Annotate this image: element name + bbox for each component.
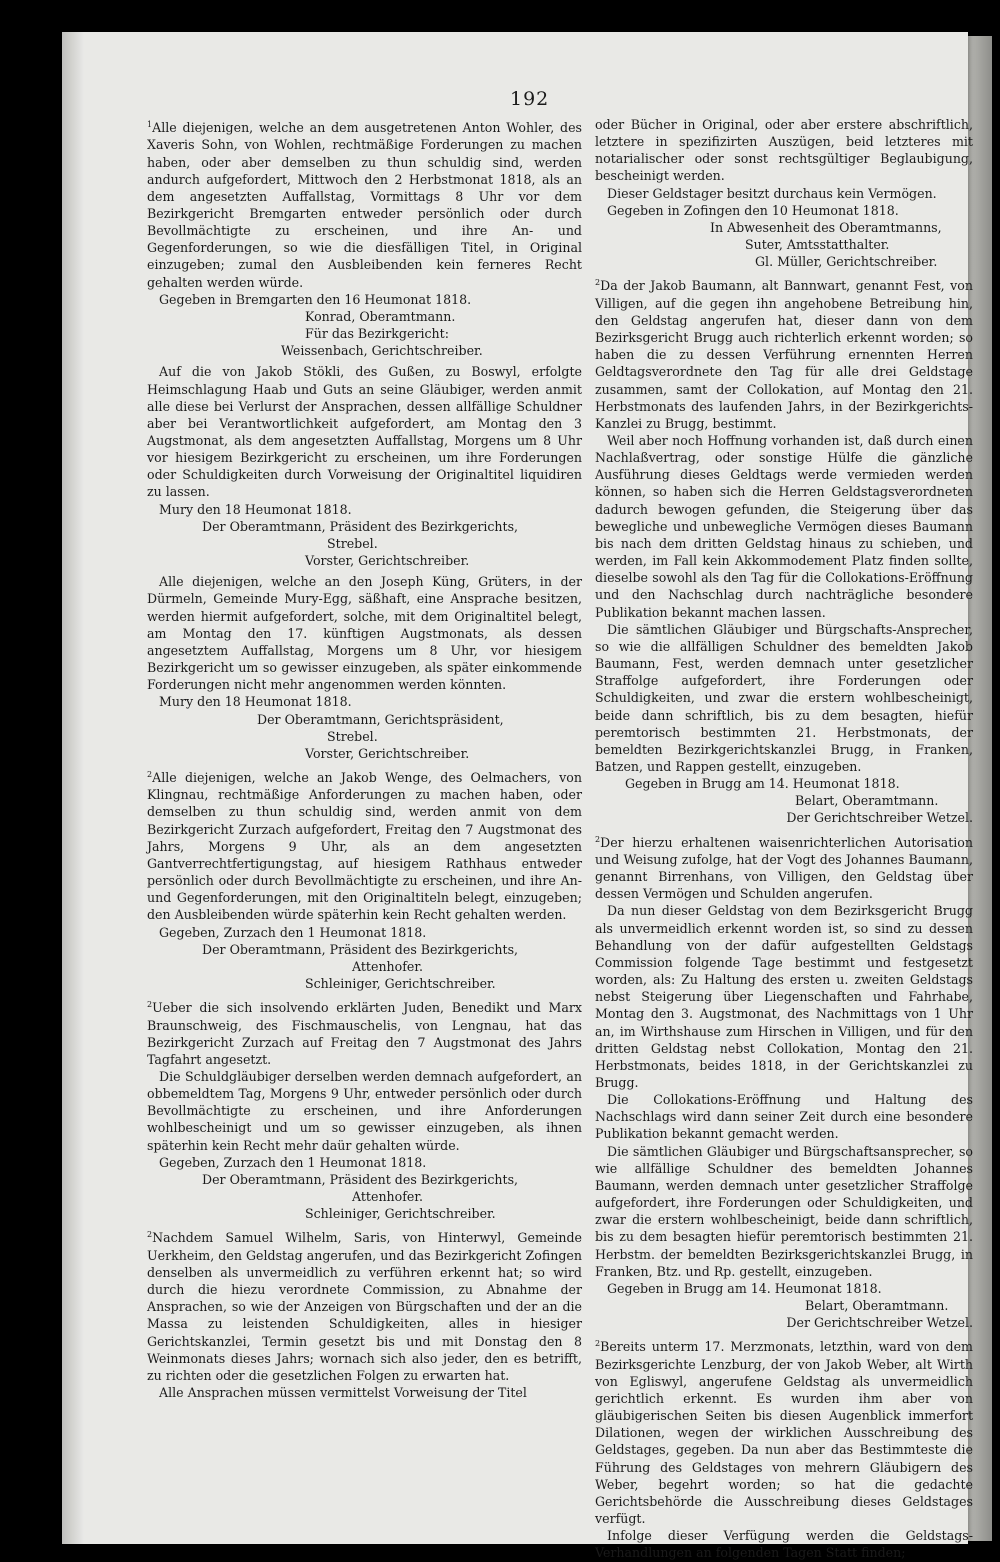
notice-paragraph: Weil aber noch Hoffnung vorhanden ist, daß durch einen Nachlaßvertrag, oder sonstige Hülfe die gänzliche Ausführung dieses Geldtags werde vermieden werden können, so haben sich die Herren Geldstagsverordneten dadurch bewogen gefunden, die Steigerung über das bewegliche und unbewegliche Vermögen dieses Baumann bis nach dem dritten Geldstag hinaus zu schieben, und werden, im Fall kein Akkommodement Platz finden sollte, dieselbe sowohl als den Tag für die Collokations-Eröffnung und den Nachschlag durch nachträgliche besondere Publikation bekannt machen lassen. xyxy=(595,433,973,620)
page-fold-shadow xyxy=(62,32,84,1544)
notice-paragraph: Alle diejenigen, welche an den Joseph Küng, Grüters, in der Dürmeln, Gemeinde Mury-Egg, säßhaft, eine Ansprache besitzen, werden hiermit aufgefordert, solche, mit dem Originaltitel belegt, am Montag den 17. künftigen Augstmonats, als dessen angesetztem Auffallstag, Morgens um 8 Uhr, vor hiesigem Bezirkgericht um so gewisser einzugeben, als später einkommende Forderungen nicht mehr angenommen werden könnten. xyxy=(147,574,582,693)
notice-paragraph: Alle Ansprachen müssen vermittelst Vorweisung der Titel xyxy=(159,1385,527,1400)
notice-date: Gegeben, Zurzach den 1 Heumonat 1818. xyxy=(159,924,427,940)
notice-date: Gegeben in Brugg am 14. Heumonat 1818. xyxy=(607,1280,882,1296)
notice-paragraph: $^2$Bereits unterm 17. Merzmonats, letzthin, ward von dem Bezirksgerichte Lenzburg, der von Jakob Weber, alt Wirth von Egliswyl, angerufene Geldstag als unvermeidlich gerichtlich erkennt. Es wurden ihm aber von gläubigerischen Seiten bis diesen Augenblick immerfort Dilationen, wegen der wirklichen Ausschreibung des Geldstages, gegeben. Da nun aber das Bestimmteste die Führung des Geldstages von mehrern Gläubigern des Weber, begehrt worden; so hat die gedachte Gerichtsbehörde die Ausschreibung dieses Geldstages verfügt. xyxy=(595,1339,973,1527)
signature: Attenhofer. xyxy=(352,958,424,974)
signature: Vorster, Gerichtschreiber. xyxy=(305,553,470,569)
page-number: 192 xyxy=(510,88,550,110)
notice-date: Mury den 18 Heumonat 1818. xyxy=(159,501,352,517)
notice-paragraph: oder Bücher in Original, oder aber erstere abschriftlich, letztere in spezifizirten Auszügen, beid letzteres mit notarialischer oder sonst rechtsgültiger Beglaubigung, bescheinigt werden. xyxy=(595,117,973,184)
notice-paragraph: Da nun dieser Geldstag von dem Bezirksgericht Brugg als unvermeidlich erkennt worden ist, so sind zu dessen Behandlung von der dafür aufgestellten Geldstags Commission folgende Tage bestimmt und festgesetzt worden, als: Zu Haltung des ersten u. zweiten Geldstags nebst Steigerung über Liegenschaften und Fahrhabe, Montag den 3. Augstmonat, des Nachmittags von 1 Uhr an, im Wirthshause zum Hirschen in Villigen, und für den dritten Geldstag nebst Collokation, Montag den 21. Herbstmonats, beides 1818, in der Gerichtskanzlei zu Brugg. xyxy=(595,903,973,1090)
signature: In Abwesenheit des Oberamtmanns, xyxy=(710,219,942,235)
notice-paragraph: $^1$Alle diejenigen, welche an dem ausgetretenen Anton Wohler, des Xaveris Sohn, von Wohlen, rechtmäßige Forderungen zu machen haben, oder aber demselben zu thun schuldig sind, werden andurch aufgefordert, Mittwoch den 2 Herbstmonat 1818, als an dem angesetzten Auffallstag, Vormittags 8 Uhr vor dem Bezirkgericht Bremgarten entweder persönlich oder durch Bevollmächtigte zu erscheinen, und ihre An- und Gegenforderungen, so wie die diesfälligen Titel, in Original einzugeben; zumal den Ausbleibenden kein ferneres Recht gehalten werden würde. xyxy=(147,120,582,290)
signature: Schleiniger, Gerichtschreiber. xyxy=(305,976,496,992)
signature: Gl. Müller, Gerichtschreiber. xyxy=(755,254,938,270)
signature: Weissenbach, Gerichtschreiber. xyxy=(281,343,483,359)
signature: Der Oberamtmann, Gerichtspräsident, xyxy=(257,711,504,727)
signature: Vorster, Gerichtschreiber. xyxy=(305,745,470,761)
notice-date: Gegeben in Brugg am 14. Heumonat 1818. xyxy=(625,776,900,792)
notice-paragraph: Die Schuldgläubiger derselben werden demnach aufgefordert, an obbemeldtem Tag, Morgens 9 Uhr, entweder persönlich oder durch Bevollmächtigte zu erscheinen, und ihre Anforderungen wohlbescheinigt und um so gewisser einzugeben, als ihnen späterhin kein Recht mehr daür gehalten würde. xyxy=(147,1069,582,1153)
notice-paragraph: Die sämtlichen Gläubiger und Bürgschaftsansprecher, so wie allfällige Schuldner des bemeldten Johannes Baumann, werden demnach unter gesetzlicher Straffolge aufgefordert, ihre Forderungen oder Schuldigkeiten, und zwar die erstern wohlbescheinigt, beide dann schriftlich, bis zu dem besagten hiefür peremtorisch bestimmten 21. Herbstm. der bemeldten Bezirksgerichtskanzlei Brugg, in Franken, Btz. und Rp. gestellt, einzugeben. xyxy=(595,1143,973,1279)
notice-paragraph: $^2$Nachdem Samuel Wilhelm, Saris, von Hinterwyl, Gemeinde Uerkheim, den Geldstag angerufen, und das Bezirkgericht Zofingen denselben als unvermeidlich zu verführen erkennt hat; so wird durch die hiezu verordnete Commission, zu Abnahme der Ansprachen, so wie der Anzeigen von Bürgschaften und der an die Massa zu leistenden Schuldigkeiten, alles in hiesiger Gerichtskanzlei, Termin gesetzt bis und mit Donstag den 8 Weinmonats dieses Jahrs; wornach sich also jeder, den es betrifft, zu richten oder die gesetzlichen Folgen zu erwarten hat. xyxy=(147,1230,582,1383)
signature: Strebel. xyxy=(327,535,378,551)
notice-date: Gegeben in Bremgarten den 16 Heumonat 1818. xyxy=(159,291,472,307)
document-page xyxy=(62,32,973,1561)
notice-paragraph: $^2$Der hierzu erhaltenen waisenrichterlichen Autorisation und Weisung zufolge, hat der Vogt des Johannes Baumann, genannt Birrenhans, von Villigen, den Geldstag über dessen Vermögen und Schulden angerufen. xyxy=(595,834,973,902)
signature: Belart, Oberamtmann. xyxy=(805,1298,949,1313)
notice-paragraph: $^2$Da der Jakob Baumann, alt Bannwart, genannt Fest, von Villigen, auf die gegen ihn angehobene Betreibung hin, den Geldstag angerufen hat, dieser dann von dem Bezirksgericht Brugg auch richterlich erkennt worden; so haben die zu dessen Verführung ernennten Herren Geldtagsverordnete den Tag für alle drei Geldstage zusammen, samt der Collokation, auf Montag den 21. Herbstmonats des laufenden Jahrs, in der Bezirkgerichts-Kanzlei zu Brugg, bestimmt. xyxy=(595,278,973,431)
notice-paragraph: $^2$Ueber die sich insolvendo erklärten Juden, Benedikt und Marx Braunschweig, des Fischmauschelis, von Lengnau, hat das Bezirkgericht Zurzach auf Freitag den 7 Augstmonat des Jahrs Tagfahrt angesetzt. xyxy=(147,1000,582,1067)
signature: Strebel. xyxy=(327,728,378,744)
notice-paragraph: Die sämtlichen Gläubiger und Bürgschafts-Ansprecher, so wie die allfälligen Schuldner des bemeldten Jakob Baumann, Fest, werden demnach unter gesetzlicher Straffolge aufgefordert, ihre Forderungen oder Schuldigkeiten, und zwar die erstern wohlbescheinigt, beide dann schriftlich, bis zu dem besagten, hiefür peremtorisch bestimmten 21. Herbstmonats, der bemeldten Bezirkgerichtskanzlei Brugg, in Franken, Batzen, und Rappen gestellt, einzugeben. xyxy=(595,621,973,774)
signature: Attenhofer. xyxy=(352,1189,424,1205)
signature: Für das Bezirkgericht: xyxy=(305,326,449,342)
signature: Der Oberamtmann, Präsident des Bezirkgerichts, xyxy=(202,941,519,957)
notice-paragraph: Die Collokations-Eröffnung und Haltung des Nachschlags wird dann seiner Zeit durch eine besondere Publikation bekannt gemacht werden. xyxy=(595,1092,973,1142)
notice-paragraph: $^2$Alle diejenigen, welche an Jakob Wenge, des Oelmachers, von Klingnau, rechtmäßige Anforderungen zu machen haben, oder demselben zu thun schuldig sind, werden anmit von dem Bezirkgericht Zurzach aufgefordert, Freitag den 7 Augstmonat des Jahrs, Morgens 9 Uhr, als an dem angesetzten Gantverrechtfertigungstag, auf hiesigem Rathhaus entweder persönlich oder durch Bevollmächtigte zu erscheinen, und ihre An- und Gegenforderungen, mit den Originaltiteln belegt, einzugeben; den Ausbleibenden würde späterhin kein Recht gehalten werden. xyxy=(147,769,582,923)
right-column xyxy=(595,116,973,1562)
notice-date: Mury den 18 Heumonat 1818. xyxy=(159,694,352,710)
notice-date: Gegeben in Zofingen den 10 Heumonat 1818. xyxy=(607,202,899,218)
notice-paragraph: Infolge dieser Verfügung werden die Geldstags-Verhandlungen an folgenden Tagen Statt finden; xyxy=(595,1528,973,1561)
signature: Der Gerichtschreiber Wetzel. xyxy=(786,1315,973,1331)
notice-paragraph: Auf die von Jakob Stökli, des Gußen, zu Boswyl, erfolgte Heimschlagung Haab und Guts an seine Gläubiger, werden anmit alle diese bei Verlurst der Ansprachen, dessen allfällige Schuldner aber bei Verantwortlichkeit aufgefordert, am Montag den 3 Augstmonat, als dem angesetzten Auffallstag, Morgens um 8 Uhr vor hiesigem Bezirkgericht zu erscheinen, um ihre Forderungen oder Schuldigkeiten durch Vorweisung der Originaltitel liquidiren zu lassen. xyxy=(147,364,582,500)
signature: Belart, Oberamtmann. xyxy=(795,793,939,809)
signature: Schleiniger, Gerichtschreiber. xyxy=(305,1206,496,1222)
signature: Der Gerichtschreiber Wetzel. xyxy=(786,810,973,826)
signature: Konrad, Oberamtmann. xyxy=(305,308,456,324)
signature: Der Oberamtmann, Präsident des Bezirkgerichts, xyxy=(202,1171,519,1187)
notice-paragraph: Dieser Geldstager besitzt durchaus kein Vermögen. xyxy=(607,185,937,201)
left-column xyxy=(147,116,582,1401)
signature: Der Oberamtmann, Präsident des Bezirkgerichts, xyxy=(202,518,519,534)
signature: Suter, Amtsstatthalter. xyxy=(745,237,890,253)
notice-date: Gegeben, Zurzach den 1 Heumonat 1818. xyxy=(159,1154,427,1170)
